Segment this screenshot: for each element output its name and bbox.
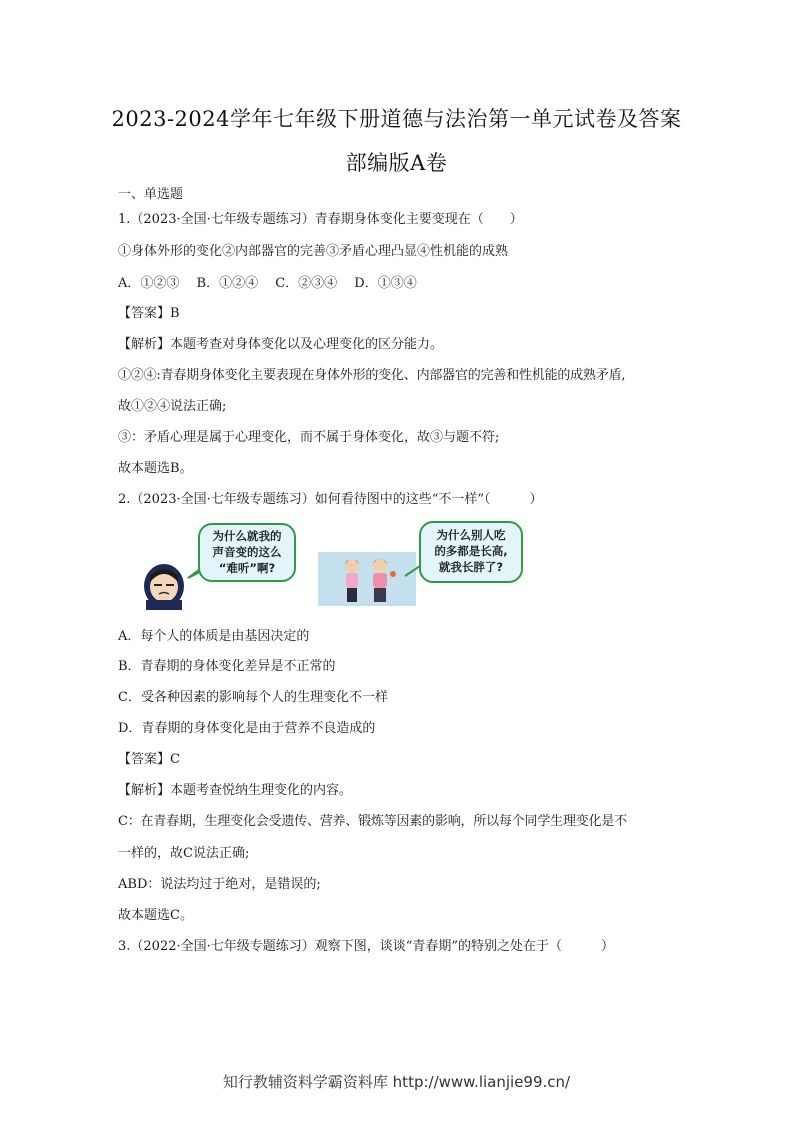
bubble-right-line1: 为什么别人吃 bbox=[436, 528, 506, 542]
two-girls-figure bbox=[318, 552, 416, 606]
q1-answer: 【答案】B bbox=[118, 306, 180, 321]
hooded-boy-figure bbox=[140, 560, 188, 610]
two-girls-photo bbox=[318, 552, 416, 606]
speech-bubble-right bbox=[419, 521, 523, 583]
bubble-left-line3: “难听”啊? bbox=[218, 561, 276, 575]
q2-option-c: C．受各种因素的影响每个人的生理变化不一样 bbox=[118, 690, 388, 705]
q1-analysis: 【解析】本题考查对身体变化以及心理变化的区分能力。 bbox=[118, 337, 444, 352]
q2-explanation-line3: ABD：说法均过于绝对，是错误的; bbox=[118, 877, 321, 892]
q1-explanation-line2: 故①②④说法正确; bbox=[118, 399, 227, 414]
q2-option-a: A．每个人的体质是由基因决定的 bbox=[118, 629, 310, 644]
q1-stem: 1.（2023·全国·七年级专题练习）青春期身体变化主要变现在（ ） bbox=[118, 212, 523, 227]
q2-option-d: D．青春期的身体变化是由于营养不良造成的 bbox=[118, 721, 376, 736]
q2-analysis: 【解析】本题考查悦纳生理变化的内容。 bbox=[118, 783, 353, 798]
q2-stem: 2.（2023·全国·七年级专题练习）如何看待图中的这些“不一样”（ ） bbox=[118, 492, 543, 507]
bubble-left-line2: 声音变的这么 bbox=[212, 545, 282, 559]
q2-option-b: B．青春期的身体变化差异是不正常的 bbox=[118, 659, 336, 674]
q1-options: A．①②③ B．①②④ C．②③④ D．①③④ bbox=[118, 276, 417, 291]
q3-stem: 3.（2022·全国·七年级专题练习）观察下图，谈谈“青春期”的特别之处在于（ ） bbox=[118, 939, 615, 954]
footer-watermark: 知行教辅资料学霸资料库 http://www.lianjie99.cn/ bbox=[222, 1073, 571, 1091]
bubble-right-line2: 的多都是长高, bbox=[434, 544, 508, 558]
q2-answer: 【答案】C bbox=[118, 752, 180, 767]
q2-explanation-line1: C：在青春期，生理变化会受遗传、营养、锻炼等因素的影响，所以每个同学生理变化是不 bbox=[118, 814, 627, 829]
speech-bubble-left bbox=[198, 523, 296, 582]
q2-explanation-line2: 一样的，故C说法正确; bbox=[118, 846, 250, 861]
q1-explanation-line3: ③：矛盾心理是属于心理变化，而不属于身体变化，故③与题不符; bbox=[118, 430, 500, 445]
bubble-right-line3: 就我长胖了? bbox=[438, 560, 504, 574]
document-title: 2023-2024学年七年级下册道德与法治第一单元试卷及答案 bbox=[111, 107, 682, 131]
q2-conclusion: 故本题选C。 bbox=[118, 908, 193, 923]
q1-explanation-line1: ①②④:青春期身体变化主要表现在身体外形的变化、内部器官的完善和性机能的成熟矛盾, bbox=[118, 368, 626, 383]
q1-statements: ①身体外形的变化②内部器官的完善③矛盾心理凸显④性机能的成熟 bbox=[118, 244, 509, 259]
section-heading: 一、单选题 bbox=[118, 187, 184, 202]
bubble-left-line1: 为什么就我的 bbox=[212, 529, 282, 543]
q1-conclusion: 故本题选B。 bbox=[118, 461, 193, 476]
document-subtitle: 部编版A卷 bbox=[345, 151, 448, 175]
